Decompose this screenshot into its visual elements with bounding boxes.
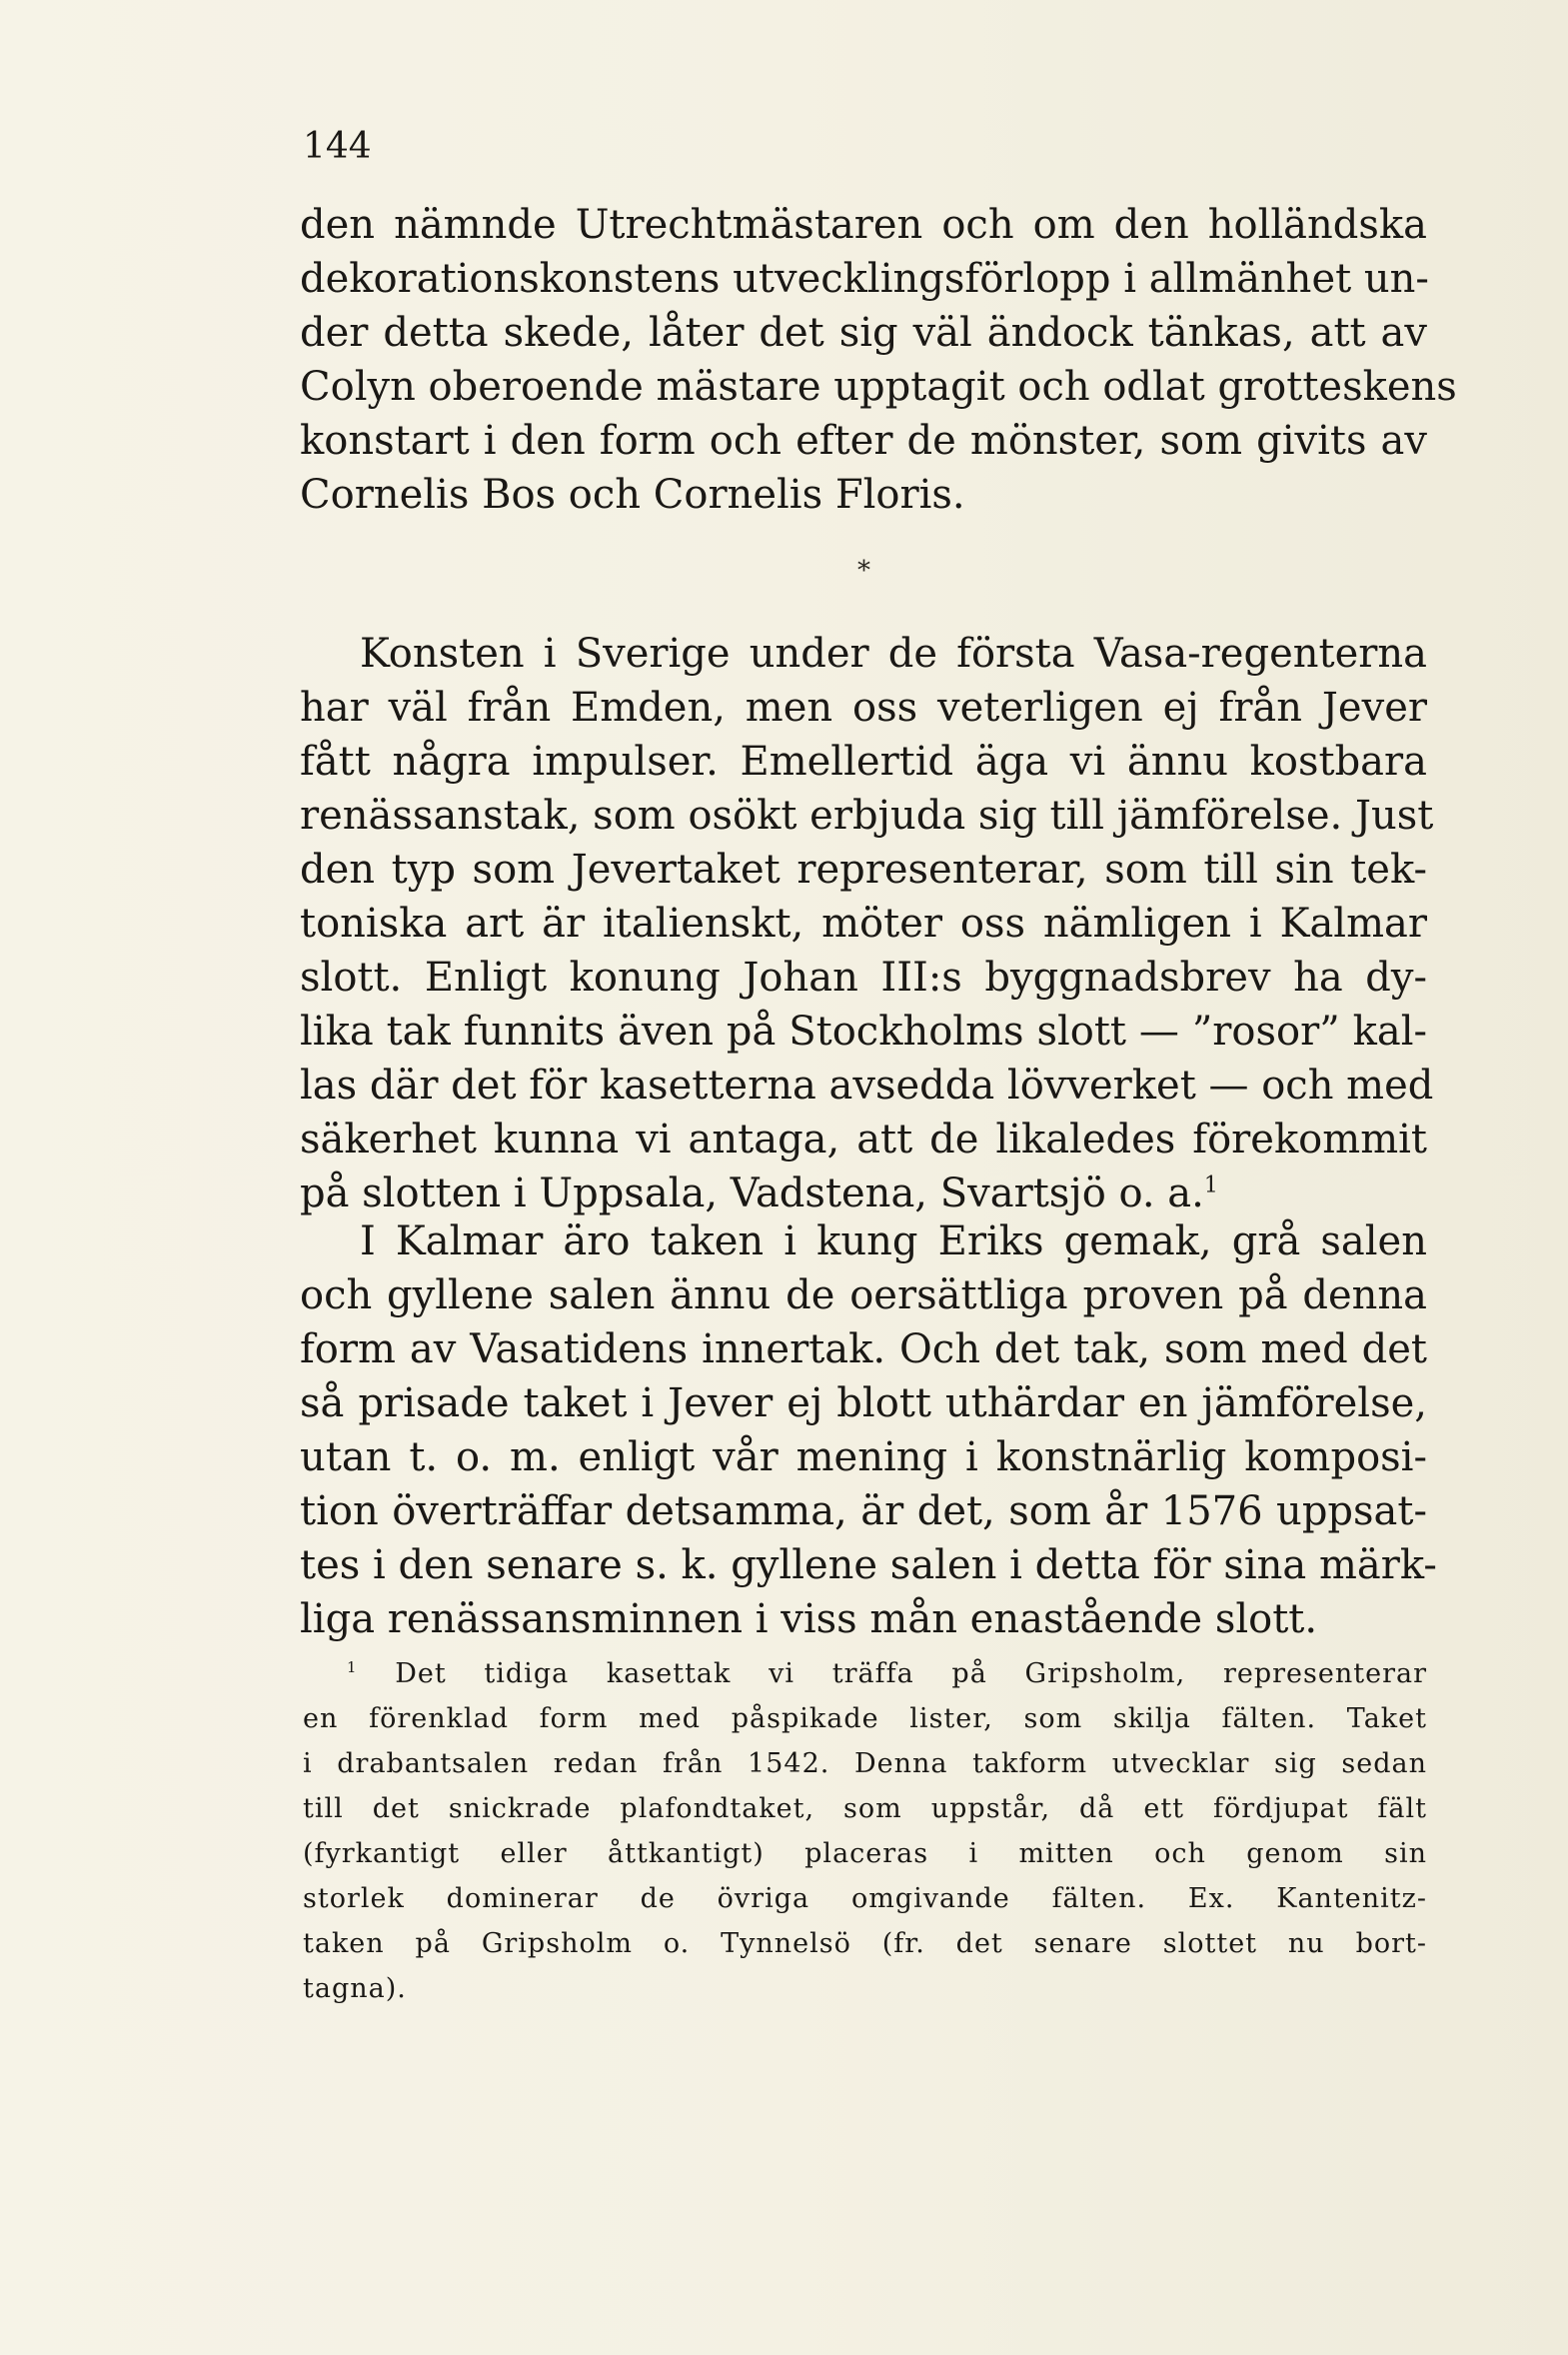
text-line: slott. Enligt konung Johan III:s byggnadsbrev ha dy- [300,955,1427,1001]
footnote-line: till det snickrade plafondtaket, som uppstår, då ett fördjupat fält [303,1793,1427,1824]
paragraph-3 [300,1214,1437,1646]
text-line: renässanstak, som osökt erbjuda sig till jämförelse. Just [300,793,1434,839]
text-line: tes i den senare s. k. gyllene salen i detta för sina märk- [300,1542,1437,1588]
text-line: konstart i den form och efter de mönster, som givits av [300,418,1427,464]
text-line: den typ som Jevertaket representerar, som till sin tek- [300,847,1427,893]
footnote-line: i drabantsalen redan från 1542. Denna takform utvecklar sig sedan [303,1748,1427,1779]
text-line: Cornelis Bos och Cornelis Floris. [300,472,965,518]
paragraph-2 [300,627,1434,1220]
footnote-reference: 1 [1203,1173,1218,1198]
text-line [300,1167,1427,1220]
text-line: fått några impulser. Emellertid äga vi ännu kostbara [300,739,1427,785]
footnote-block [303,1651,1427,2011]
text-line-content: på slotten i Uppsala, Vadstena, Svartsjö o. a. [300,1171,1204,1216]
text-line: utan t. o. m. enligt vår mening i konstnärlig komposi- [300,1434,1427,1480]
footnote-line: en förenklad form med påspikade lister, som skilja fälten. Taket [303,1703,1427,1734]
text-line: liga renässansminnen i viss mån enastående slott. [300,1596,1318,1642]
footnote-line: tagna). [303,1973,407,2004]
text-line: så prisade taket i Jever ej blott uthärdar en jämförelse, [300,1380,1427,1426]
footnote-line-content: Det tidiga kasettak vi träffa på Gripsholm, representerar [395,1658,1427,1689]
text-line: och gyllene salen ännu de oersättliga proven på denna [300,1272,1427,1318]
text-line: las där det för kasetterna avsedda lövverket — och med [300,1063,1434,1109]
text-line: Konsten i Sverige under de första Vasa-regenterna [360,631,1427,677]
footnote-line: storlek dominerar de övriga omgivande fälten. Ex. Kantenitz- [303,1883,1427,1914]
text-line: tion överträffar detsamma, är det, som år 1576 uppsat- [300,1488,1427,1534]
text-line: har väl från Emden, men oss veterligen ej från Jever [300,685,1427,731]
page-number: 144 [303,126,372,167]
text-line: form av Vasatidens innertak. Och det tak, som med det [300,1326,1427,1372]
footnote-line: (fyrkantigt eller åttkantigt) placeras i mitten och genom sin [303,1838,1427,1869]
text-line: säkerhet kunna vi antaga, att de likaledes förekommit [300,1117,1427,1163]
footnote-line: taken på Gripsholm o. Tynnelsö (fr. det senare slottet nu bort- [303,1928,1427,1959]
text-line: Colyn oberoende mästare upptagit och odlat grotteskens [300,364,1457,410]
text-line: I Kalmar äro taken i kung Eriks gemak, grå salen [360,1218,1427,1264]
text-line: toniska art är italienskt, möter oss nämligen i Kalmar [300,901,1427,947]
footnote-marker: 1 [347,1658,358,1676]
paragraph-1 [300,198,1457,522]
text-line: lika tak funnits även på Stockholms slott — ”rosor” kal- [300,1009,1427,1055]
text-line: der detta skede, låter det sig väl ändock tänkas, att av [300,310,1427,356]
text-line: den nämnde Utrechtmästaren och om den holländska [300,202,1427,248]
footnote-line [303,1651,1427,1696]
section-separator: * [857,556,870,586]
text-line: dekorationskonstens utvecklingsförlopp i allmänhet un- [300,256,1429,302]
